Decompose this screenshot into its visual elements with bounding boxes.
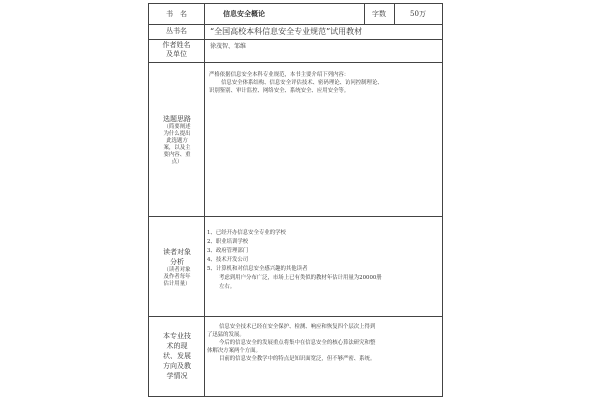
readers-content — [207, 229, 382, 292]
book-title-value: 信息安全概论 — [223, 10, 265, 18]
row-divider — [149, 316, 442, 317]
author-label — [149, 41, 204, 59]
word-count-label: 字数 — [372, 10, 386, 18]
row-divider — [149, 62, 442, 63]
status-line: 了迅猛的发展。 — [207, 332, 245, 338]
topic-line: 信息安全体系结构、信息安全评估技术、密码理论、访问控制理论、 — [221, 80, 383, 86]
book-proposal-form — [148, 3, 443, 397]
row-divider — [149, 39, 442, 40]
topic-line: 严格依据信息安全本科专业规范，本书主要介绍下列内容： — [209, 72, 350, 78]
author-label-line: 及单位 — [166, 50, 187, 58]
status-content — [207, 323, 375, 363]
readers-list-item: 4、技术开发公司 — [207, 257, 249, 263]
label-column-divider — [204, 4, 205, 396]
status-line: 信息安全技术已经在安全保护、检测、响应和恢复四个层次上得到 — [219, 324, 376, 330]
readers-label-main: 读者对象分析 — [163, 248, 191, 266]
readers-list-item: 3、政府管理部门 — [207, 248, 249, 254]
readers-usage-line: 考虑到用户分布广泛，市场上已有类似的教材年估计用量为20000册 — [219, 275, 382, 281]
status-line: 体解决方案两个方面。 — [207, 348, 261, 354]
readers-usage-line: 左右。 — [219, 284, 236, 290]
topic-label — [161, 114, 193, 166]
status-line: 今后的信息安全的发展重点将集中在信息安全的核心算法研究和整 — [219, 340, 376, 346]
readers-label-note: （读者对象及作者每年估计用量） — [163, 267, 191, 287]
series-label: 丛书名 — [166, 27, 187, 35]
readers-list-item: 1、已经开办信息安全专业的学校 — [207, 230, 286, 236]
topic-content — [209, 71, 383, 95]
word-count-value: 50万 — [410, 10, 426, 18]
topic-label-main: 选题思路 — [163, 115, 191, 123]
series-value: “全国高校本科信息安全专业规范”试用教材 — [210, 27, 363, 36]
book-title-label: 书 名 — [166, 10, 187, 18]
topic-label-note: （简要阐述为什么提出此选题方案，以及主要内容、重点） — [163, 124, 191, 165]
author-value: 徐茂智、邹维 — [210, 43, 247, 50]
topic-line: 识别鉴别、审计监控、网络安全、系统安全、应用安全等。 — [209, 88, 350, 94]
author-label-line: 作者姓名 — [162, 41, 191, 49]
readers-label — [161, 247, 193, 288]
status-line: 目前的信息安全教学中的特点是知识面宽泛，但不够严密、系统。 — [219, 356, 376, 362]
row-divider — [149, 216, 442, 217]
readers-list-item: 5、计算机和对信息安全感兴趣的其他读者 — [207, 266, 308, 272]
status-label: 本专业技术的现状、发展方向及教学情况 — [163, 332, 191, 380]
readers-list-item: 2、职业培训学校 — [207, 239, 249, 245]
